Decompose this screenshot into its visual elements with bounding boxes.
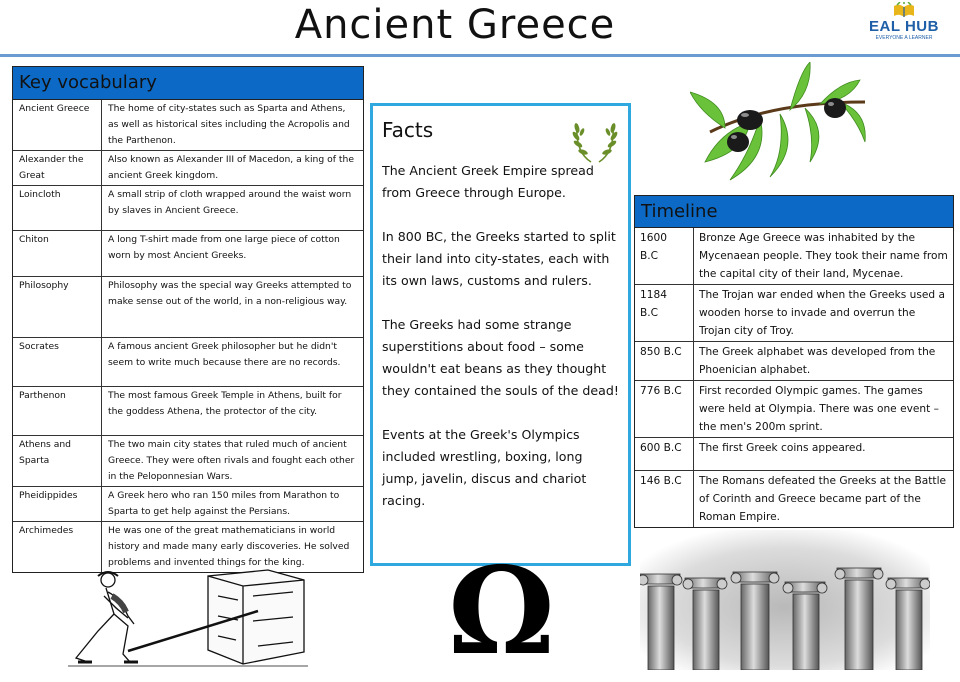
vocab-term: Pheidippides (13, 487, 102, 522)
omega-symbol: Ω (448, 541, 555, 682)
timeline-row (635, 228, 953, 285)
vocab-row (13, 151, 363, 186)
book-icon (892, 2, 916, 18)
timeline-event: The Romans defeated the Greeks at the Battle of Corinth and Greece became part of the Roman Empire. (694, 471, 954, 528)
vocab-term: Athens and Sparta (13, 436, 102, 487)
vocab-row (13, 277, 363, 338)
vocab-term: Socrates (13, 338, 102, 387)
vocab-definition: He was one of the great mathematicians in world history and made many early discoveries. He solved problems and invented things for the king. (102, 522, 364, 573)
timeline-heading: Timeline (635, 196, 953, 228)
vocabulary-heading: Key vocabulary (13, 67, 363, 100)
fact-paragraph: The Ancient Greek Empire spread from Greece through Europe. (382, 163, 594, 200)
vocab-row (13, 100, 363, 151)
logo-name: EAL HUB (869, 18, 939, 35)
page-title: Ancient Greece (294, 2, 616, 48)
vocab-definition: The two main city states that ruled much of ancient Greece. They were often rivals and fought each other in the Peloponnesian Wars. (102, 436, 364, 487)
logo-tagline: EVERYONE A LEARNER (875, 35, 933, 41)
vocab-term: Chiton (13, 231, 102, 277)
timeline-event: The first Greek coins appeared. (694, 438, 954, 471)
olive-branch-image (690, 62, 870, 182)
fact-paragraph: Events at the Greek's Olympics included wrestling, boxing, long jump, javelin, discus and chariot racing. (382, 427, 587, 508)
vocab-term: Alexander the Great (13, 151, 102, 186)
timeline-row (635, 342, 953, 381)
timeline-row (635, 285, 953, 342)
timeline-row (635, 381, 953, 438)
vocab-definition: The home of city-states such as Sparta and Athens, as well as historical sites including the Acropolis and the Parthenon. (102, 100, 364, 151)
vocab-definition: A Greek hero who ran 150 miles from Marathon to Sparta to get help against the Persians. (102, 487, 364, 522)
timeline-date: 850 B.C (635, 342, 694, 381)
vocab-row (13, 231, 363, 277)
vocab-definition: A long T-shirt made from one large piece of cotton worn by most Ancient Greeks. (102, 231, 364, 277)
vocab-definition: Also known as Alexander III of Macedon, a king of the ancient Greek kingdom. (102, 151, 364, 186)
vocab-row (13, 387, 363, 436)
vocab-definition: A small strip of cloth wrapped around the waist worn by slaves in Ancient Greece. (102, 186, 364, 231)
facts-body (382, 160, 620, 534)
timeline-rows (635, 228, 953, 527)
timeline-date: 1184 B.C (635, 285, 694, 342)
fact-paragraph: In 800 BC, the Greeks started to split their land into city-states, each with its own laws, customs and rulers. (382, 229, 616, 288)
timeline-row (635, 471, 953, 528)
vocab-definition: The most famous Greek Temple in Athens, built for the goddess Athena, the protector of the city. (102, 387, 364, 436)
vocab-definition: Philosophy was the special way Greeks attempted to make sense out of the world, in a non-religious way. (102, 277, 364, 338)
vocab-row (13, 338, 363, 387)
vocab-row (13, 487, 363, 522)
vocab-term: Philosophy (13, 277, 102, 338)
timeline-date: 776 B.C (635, 381, 694, 438)
timeline-date: 600 B.C (635, 438, 694, 471)
vocab-row (13, 186, 363, 231)
timeline-row (635, 438, 953, 471)
timeline-event: The Greek alphabet was developed from the Phoenician alphabet. (694, 342, 954, 381)
greek-columns-image (640, 530, 930, 670)
vocab-term: Parthenon (13, 387, 102, 436)
vocab-term: Loincloth (13, 186, 102, 231)
key-vocabulary-table (12, 66, 364, 573)
vocab-row (13, 522, 363, 573)
vocab-term: Archimedes (13, 522, 102, 573)
laurel-wreath-icon (569, 114, 621, 166)
vocabulary-rows (13, 100, 363, 572)
fact-paragraph: The Greeks had some strange superstitions about food – some wouldn't eat beans as they thought they contained the souls of the dead! (382, 317, 619, 398)
timeline-date: 1600 B.C (635, 228, 694, 285)
eal-hub-logo (862, 2, 946, 48)
timeline-event: The Trojan war ended when the Greeks used a wooden horse to invade and overrun the Trojan city of Troy. (694, 285, 954, 342)
worker-lever-stone-image (68, 566, 308, 670)
title-underline (0, 54, 960, 57)
timeline-event: First recorded Olympic games. The games were held at Olympia. There was one event – the men's 200m sprint. (694, 381, 954, 438)
timeline-date: 146 B.C (635, 471, 694, 528)
timeline-table (634, 195, 954, 528)
timeline-event: Bronze Age Greece was inhabited by the Mycenaean people. They took their name from the capital city of their land, Mycenae. (694, 228, 954, 285)
facts-box (370, 103, 631, 566)
vocab-term: Ancient Greece (13, 100, 102, 151)
vocab-row (13, 436, 363, 487)
facts-heading: Facts (382, 118, 434, 142)
vocab-definition: A famous ancient Greek philosopher but he didn't seem to write much because there are no records. (102, 338, 364, 387)
